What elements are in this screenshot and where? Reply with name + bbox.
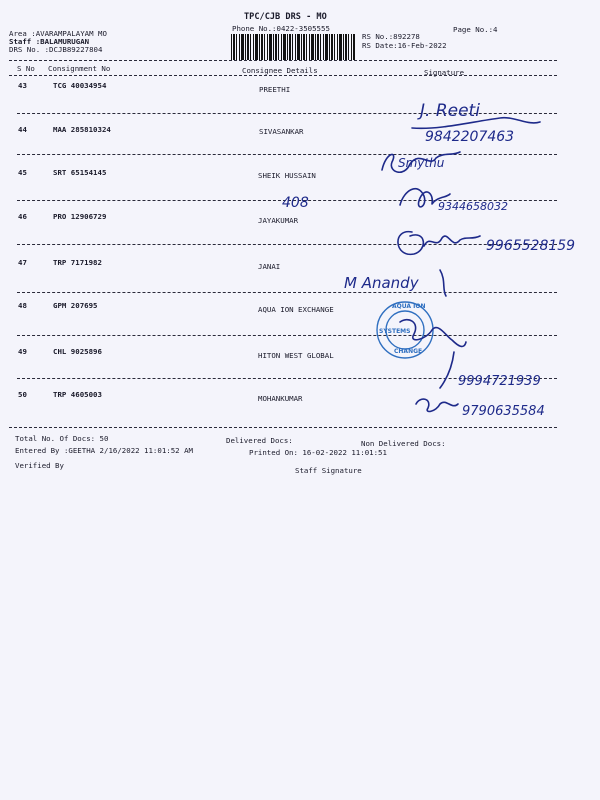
row-consignee: MOHANKUMAR: [258, 394, 303, 403]
row-consignee: HITON WEST GLOBAL: [258, 351, 334, 360]
stamp-text: CHANGE: [394, 348, 423, 355]
col-signature: Signature: [424, 68, 465, 77]
handwritten-note: 408: [282, 195, 309, 211]
signature-5: [344, 270, 446, 296]
row-consignment: TRP 4605003: [53, 390, 102, 399]
row-sno: 45: [18, 168, 27, 177]
row-sno: 43: [18, 81, 27, 90]
handwritten-phone: 9965528159: [486, 238, 576, 254]
row-consignment: TRP 7171982: [53, 258, 102, 267]
signature-7: [416, 399, 458, 411]
page-number: Page No.:4: [453, 25, 498, 34]
row-consignee: AQUA ION EXCHANGE: [258, 305, 334, 314]
signature-text: M Anandy: [344, 274, 419, 292]
rs-date: RS Date:16-Feb-2022: [362, 41, 447, 50]
row-consignment: GPM 207695: [53, 301, 98, 310]
stamp-text: SYSTEMS: [379, 328, 411, 335]
verified-by: Verified By: [15, 461, 64, 470]
handwritten-phone: 9344658032: [438, 200, 508, 213]
row-consignment: SRT 65154145: [53, 168, 107, 177]
row-sno: 48: [18, 301, 27, 310]
printed-on: Printed On: 16-02-2022 11:01:51: [249, 448, 387, 457]
col-consignee: Consignee Details: [242, 66, 318, 75]
signature-1: [412, 101, 540, 128]
row-consignee: JAYAKUMAR: [258, 216, 299, 225]
row-consignment: CHL 9025896: [53, 347, 102, 356]
col-consignment: Consignment No: [48, 64, 111, 73]
row-sno: 49: [18, 347, 27, 356]
phone-number: Phone No.:0422-3505555: [232, 24, 330, 33]
row-consignee: SHEIK HUSSAIN: [258, 171, 316, 180]
document-title: TPC/CJB DRS - MO: [244, 12, 327, 22]
delivered-docs: Delivered Docs:: [226, 436, 293, 445]
handwritten-phone: 9994721939: [458, 374, 541, 389]
signature-text: Smythu: [398, 156, 445, 170]
stamp-text: AQUA ION: [392, 303, 426, 310]
total-docs: Total No. Of Docs: 50: [15, 434, 109, 443]
row-consignment: PRO 12906729: [53, 212, 107, 221]
row-consignee: SIVASANKAR: [259, 127, 304, 136]
signature-2: [382, 152, 460, 172]
company-stamp: [377, 302, 433, 358]
rs-number: RS No.:892278: [362, 32, 420, 41]
row-sno: 44: [18, 125, 27, 134]
signature-4: [398, 232, 480, 255]
row-sno: 47: [18, 258, 27, 267]
staff-signature: Staff Signature: [295, 466, 362, 475]
entered-by: Entered By :GEETHA 2/16/2022 11:01:52 AM: [15, 446, 193, 455]
area-label: Area :AVARAMPALAYAM MO: [9, 29, 107, 38]
handwritten-phone: 9842207463: [425, 129, 515, 145]
drs-number: DRS No. :DCJB89227804: [9, 45, 103, 54]
signature-text: J. Reeti: [420, 101, 480, 121]
row-sno: 50: [18, 390, 27, 399]
row-consignee: JANAI: [258, 262, 281, 271]
staff-label: Staff :BALAMURUGAN: [9, 37, 90, 46]
handwritten-phone: 9790635584: [462, 404, 545, 419]
col-sno: S No: [17, 64, 35, 73]
non-delivered-docs: Non Delivered Docs:: [361, 439, 446, 448]
row-consignee: PREETHI: [259, 85, 291, 94]
row-consignment: TCG 40034954: [53, 81, 107, 90]
row-sno: 46: [18, 212, 27, 221]
signature-stroke: [440, 352, 454, 388]
row-consignment: MAA 285810324: [53, 125, 111, 134]
